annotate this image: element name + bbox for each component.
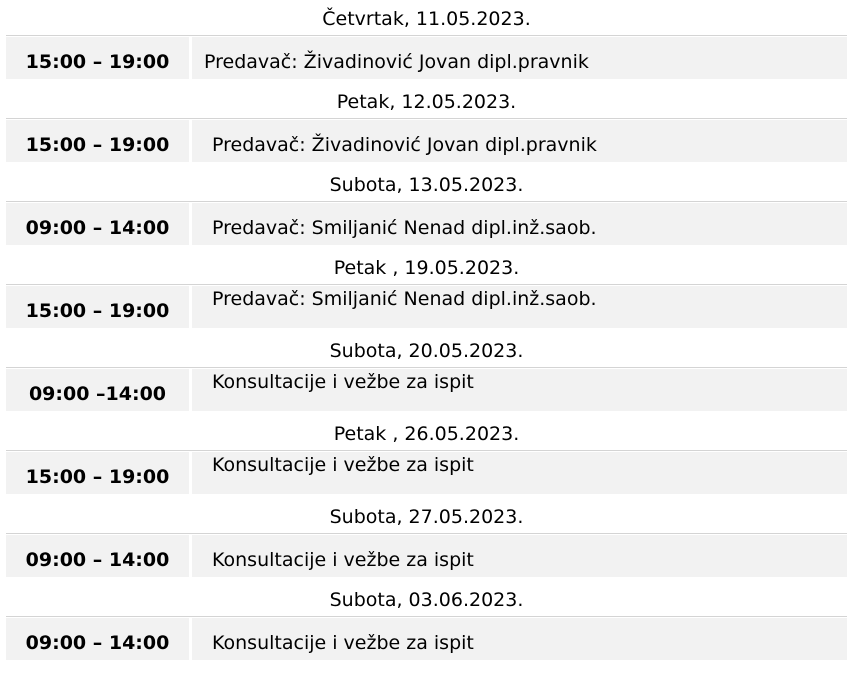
schedule-day xyxy=(6,332,847,415)
date-heading: Subota, 27.05.2023. xyxy=(6,498,847,534)
session-row xyxy=(6,535,847,577)
session-description: Konsultacije i vežbe za ispit xyxy=(212,371,474,393)
session-row xyxy=(6,120,847,162)
date-heading: Petak , 19.05.2023. xyxy=(6,249,847,285)
session-description: Predavač: Živadinović Jovan dipl.pravnik xyxy=(212,134,597,156)
schedule-day xyxy=(6,498,847,581)
time-range: 15:00 – 19:00 xyxy=(6,37,192,79)
time-range: 09:00 –14:00 xyxy=(6,369,192,411)
date-heading: Subota, 13.05.2023. xyxy=(6,166,847,202)
schedule-table xyxy=(6,0,847,664)
time-range: 09:00 – 14:00 xyxy=(6,535,192,577)
time-range: 15:00 – 19:00 xyxy=(6,120,192,162)
session-description: Konsultacije i vežbe za ispit xyxy=(212,549,474,571)
date-heading: Subota, 03.06.2023. xyxy=(6,581,847,617)
session-description: Predavač: Smiljanić Nenad dipl.inž.saob. xyxy=(212,217,597,239)
session-row xyxy=(6,37,847,79)
time-range: 15:00 – 19:00 xyxy=(6,286,192,328)
time-range: 15:00 – 19:00 xyxy=(6,452,192,494)
date-heading: Petak, 12.05.2023. xyxy=(6,83,847,119)
session-row xyxy=(6,369,847,411)
schedule-day xyxy=(6,166,847,249)
date-heading: Subota, 20.05.2023. xyxy=(6,332,847,368)
date-heading: Petak , 26.05.2023. xyxy=(6,415,847,451)
schedule-day xyxy=(6,581,847,664)
schedule-day xyxy=(6,249,847,332)
time-range: 09:00 – 14:00 xyxy=(6,618,192,660)
session-description: Konsultacije i vežbe za ispit xyxy=(212,632,474,654)
schedule-day xyxy=(6,83,847,166)
session-row xyxy=(6,618,847,660)
session-description: Predavač: Živadinović Jovan dipl.pravnik xyxy=(204,51,589,73)
session-row xyxy=(6,452,847,494)
session-description: Konsultacije i vežbe za ispit xyxy=(212,454,474,476)
schedule-day xyxy=(6,0,847,83)
session-row xyxy=(6,203,847,245)
date-heading: Četvrtak, 11.05.2023. xyxy=(6,0,847,36)
session-row xyxy=(6,286,847,328)
session-description: Predavač: Smiljanić Nenad dipl.inž.saob. xyxy=(212,288,597,310)
schedule-day xyxy=(6,415,847,498)
time-range: 09:00 – 14:00 xyxy=(6,203,192,245)
